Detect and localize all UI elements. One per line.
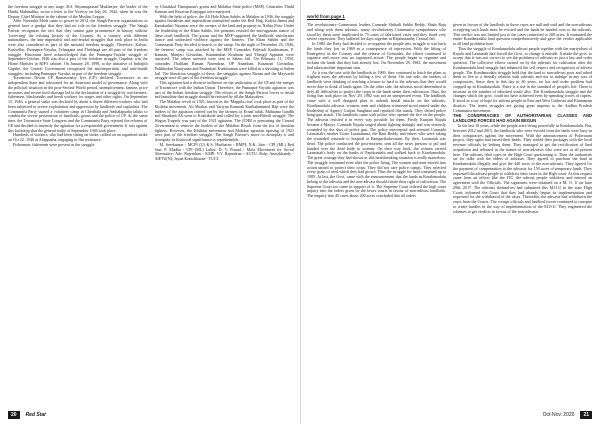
left-column-2 [155, 5, 295, 410]
article-paragraph: With the help of police, the Ali Hole Khan Sahibs in Malabar in 1936, the struggle against feudalism and imperialism intensified under the Red Flag. Kalyat Janmi and Kanakathiri Nayanar were the owners of the land and property in Nithur Pitta. Under the leadership of the Khan Sahibs, the peasants resisted the anti-agrarian stance of these cruel landlords. The goons and the MSP supported the landlords' anti-farmer stance and unleashed violence against the farmers. The Khan Sahibs and the Communist Party decided to march to the camp. On the night of December 20, 1946, the farmers' camp was attacked by the MSP. Comrades Puliyadi Kunhiraman, P. Kannan, Manjeri Govindan, Kannamban Krishnan and Thengil Appunni were martyred. The others arrested were sent to Salem Jail. On February 11, 1950, comrades Thalilam Raman Narendran, OP Ananthan, Kasanoni Govindan, Pulikkodan Narayanan and Panambati Kunhiraman were killed in a shooting at Salem Jail. The liberation struggle of these, the struggles against Nizam and the Mayyazhi struggle were all part of the freedom struggle. [154, 13, 294, 81]
right-text-columns [307, 23, 592, 421]
article-paragraph: The revolutionary Communist leaders Comrade Shibadi Subba Reddy, Shahi Raju and along with them adivasis, many revolutionary Communist sympathisers who stood by them were implicated in 75 cases of fabricated cases and they faced very severe repression. They suffered for days together in Rajahmundry Central Jail. [307, 23, 446, 42]
section-label: world from page 1 [307, 14, 345, 19]
article-paragraph: In 1980, the Party had decided to re-organise the people into struggle to win back the lands they lost in 1969 as a consequence of repression. With the lifting of Emergency in the Country and the release of Comrades, the efforts continued to organise and move into an organized action. The people began to organise and reclaim the lands that they had already lost. On November 29, 1982, the movement had taken another important turn. [307, 41, 446, 70]
article-paragraph: the freedom struggle at any stage. R.S. Shyamaprasad Mukherjee, the leader of the Hindu Mahasabha, wrote a letter to the Viceroy on July 26, 1942, when he was the Deputy Chief Minister in the cabinet of the Muslim League. [8, 5, 148, 19]
magazine-name: Red Star [25, 411, 47, 418]
page-number: 20 [8, 411, 20, 419]
left-column-1 [8, 5, 148, 410]
issue-date: Oct-Nov. 2020 [542, 411, 575, 418]
article-paragraph: Travancore Diwan CP Ramaswamy Iyer (CP) declared Travancore as an independent State and advocated for an American model of governance. Along with the political situation in the post-Second World period, unemployment, famine, price increases and severe food shortage led to the declaration of a struggle by coir-farmers, fishermen, blacksmiths and beedi workers for wages and other rights. On September 15, 1946, a general strike was declared by about a dozen different workers who had been subjected to severe exploitation and oppression by landlords and capitalists. The Communist Party started a volunteer camp in Cherthala and Ambalapuzha taluks to combat the severe persecution of landlords, goons and the police of CP. At the same time, the Travancore State Congress and the Communist Party rejected the reforms of CP and decided to intensify the agitation for a responsible government. It was against this backdrop that the general strike of September 1946 took place. [8, 75, 148, 133]
article-paragraph: After Narendra Modi came to power in 2014, the Sangh Parivar organizations in general have a grudge that they had no role in the freedom struggle. The Sangh Parivar recognizes the fact that they cannot gain prominence in history without 'correcting' the existing history of the Country. As a country with different nationalities, the anti-imperialist and anti-feudal struggles that took place in India were also considered as part of the national freedom struggle. Therefore, Kalyur, Karivellur, Punnapra-Vayalar, Telangana and Thebhaga are all part of the freedom struggle. Historians have acknowledged that the Punnapra-Vayalar struggle of September-October 1946 was also a part of the freedom struggle. Gupthia, was the Home Minister in BJP's cabinet. On January 28, 1998, at the initiative of Indrajith Gupthe, the Central Government recognized the anti-imperialist and anti-feudal struggles, including Punnapra-Vayalar, as part of the freedom struggle. [8, 18, 148, 76]
article-paragraph: M. Sreekumar - MCPI (U) K.S. Hariharan - RMPI; N.K. Jain - CPI (ML) Red Star; P. Madhu - CPI (ML) Labor; D. V. Prasad - Mass Movement for Social Alternative; Adv. Rajendran - KMP; V.V. Rajendran - ACTU; Roby Anayikkandy - AIFTU(N); Jayan Konickkaran - TUCI. [154, 141, 294, 161]
page-number: 21 [580, 411, 592, 419]
article-paragraph: Hundreds of workers, who had been sitting on strike, rallied on an organised strike on Oct 22, 1946 at Alappuzha, engaging in flat resistance. [8, 132, 148, 142]
right-column-2 [453, 23, 592, 421]
article-paragraph: This agitation had a decisive influence on the unification of the CP and the merger of Travancore with the Indian Union. Therefore, the Punnapra-Vayalar agitation was part of the Indian freedom struggle. The efforts of the Sangh Parivar forces to insult and humiliate that struggle should be resisted by all the Malayalees. [154, 80, 294, 100]
article-paragraph: Thus the struggle of Kondamodalu adivasi people together with the martyrdom of Rajulu and Laxmaiah had forced the Govt. to change it attitude. It made the govt. to accept that it was not correct to see the problems of adivasis as just a law and order question. The collective efforts carried on by the adivasis for cultivation after the Kondamodalu land struggle had enhanced the self respect and recognition of adivasi people. The Kondamodalu struggle held that the land to non-adivasi poor and asked them to live in a friendly relation with adivasis and not to indulge in any sort of conspiracies. Since then to this day in 36 years, no law and order problem had cropped up in Kondamodalu. There is a rise in the standard of people's life. There is increase in the number of educated youth also. The Kondamodalu struggle and the changes which the govt. could not have achieved even by spending crores of rupees. It stood as a ray of hope for adivasi people in East and West Godavari and Khammam districts. The tenets struggles are giving great impetus to the Andhra Pradesh Communist movement. [453, 45, 592, 113]
right-footer [543, 410, 592, 419]
article-paragraph: by Chirakkal Thampuran's goons and Malabar State police (MSP). Comrades Thidil Kannan and Kesavan Kunjappa were martyred. [154, 5, 294, 14]
right-page [301, 0, 600, 424]
article-paragraph: As it was the case with the landlords in 1969, they continued to hatch the plans to frighten away the adivasis by killing a few of them. On one side, the leaders of landlords were thinking of teaching a lesson so hard to the adivasis that they would never dare to think of lands again. On the other side, the adivasis stood determined to defy all difficulties to protect the crops in the lands under their cultivation. Thus, the firing that took place on Nov' 29, 1982 was not an unexpected event. The landlords came with a well designed plan to unleash brutal attacks on the adivasis. Kondamodalu adivasis -women, men and children witnessed-stood united under the leadership of Agency Girijan Sangham and repulsed this attack. They defied police bang-gun attack. The landlords came with police who opened the fire on the people. The adivasis resisted it in every way possible for them. Firstly Kunjam Rajulu became a Martyr. Comrade Rajulu surged ahead fighting daringly and was seriously wounded by the shot of police gun. The police intercepted and arrested Comrade Laxmaiah's mother Gorre Laxmamma, the Rani Reddy and others who were taking the wounded comrade to hospital at Rampachodavaram. By then, Laxmaiah was dead. The police conducted the post-mortem, sent all the news persons to jail and handed over the dead body to women. On their way back, the women carried Laxmaiah's body on the banks of Papikondalu and walked back to Kondamodalu. The great courage they had shown in this heartbreaking situation is really marvelous. The struggle continued even after the police firing. The women and men moved into action united to protect their crops. They did not care police camps. They selected every grain of seed which they had grown. Thus the struggle for land continued up to 1985. At last, the Govt. came with the announcement that the lands in Kondamodalu belong to the adivasis and the non-adivasi should vitiate their right of cultivation. The Supreme Court too came in support of it. The Supreme Court ordered the high court inquiry into the orders given by the lower courts in favour of non-adivasi landlords. The enquiry into 45 cases about 200 acres concluded that all orders [307, 69, 446, 198]
left-text-columns [8, 5, 294, 410]
left-footer [8, 410, 46, 419]
section-heading: THE CONSPIRACIES OF AUTHORITARIAN CLASSES AND LANDLORD FORCES HAD AGAIN BEGUN [453, 113, 592, 124]
article-paragraph: given in favour of the landlords in those cases are null and void and the non-adivasis occupying such lands must be evicted and the lands be handed over to the adivasis. This verdict was not limited just to the cases connected to 200 acres. It examined the entire Kondamodalu land question comprehensively and gave the verdict applicable to all land problems here. [453, 23, 592, 46]
article-paragraph: In the last 10 years, while the people were living peacefully in Kondamodalu. But, between 2012 and 2015, the landlords who were evicted from the lands were busy in their conspiracies against the movement. With the announcement of Polavaram project, they again had raised their heads. They settled their packages with the local revenue officials by bribing them. They managed to get the rectification of land acquisition and released in the names of non-adivasis who were not at all present here. The adivasis filed cases in the High Court questioning it. Then the authorities set for talks with the elders of adivasis. They agreed to purchase the land in Kondamodalu illegally and give the 440 acres to the non-adivasis. They agreed for the payment of compensation to the adivasis for 150 acres of temporary lands. They requested the adivasi people to withdraw their cases in the High court. As this request came from an officer like the ITC, the adivasi people withdrew and entered an agreement with the Officials. The signatures were obtained on a M. O. U on June 29th, 2017. The adivasis themselves had submitted this M.O.U in the state High Court, informed the Court that they had already begun its implementation and requested for the withdrawal of the cases. Thereafter, the adivasis had withdrawn the cases from the Courts. The corrupt officials and landlord forces continued to conspire to create hurdles in the way of implementation of the M.O.U. They engineered the schemes to get verdicts in favour of the non-adivasis [453, 123, 592, 214]
article-paragraph: Fishermen, fishermen were present as the struggle. [13, 141, 96, 147]
article-paragraph: The Malabar revolt of 1921, known as the 'Mappila riots' took place as part of the Khilafat movement. Ali Musliar and Variyan Kunnath Kunhahammed Haji were the leaders of the agitation carried out by the farmers of Ernad taluk. Mahatma Gandhi and Shaukath Ali went to Kozhikode and called for a joint anti-British struggle. The Wagon Tragedy was part of the 1921 agitation. The ICHR is pressuring the Central Government to remove the leaders of the Malabar Revolt from the list of freedom fighters. However, the Khilafat movement and Malabar agrarian uprising of 1921 were part of the freedom struggle. The Sangh Parivar's move to downplay it and downplay its historical significance is reprehensible. [154, 99, 294, 142]
right-column-1 [307, 23, 446, 421]
